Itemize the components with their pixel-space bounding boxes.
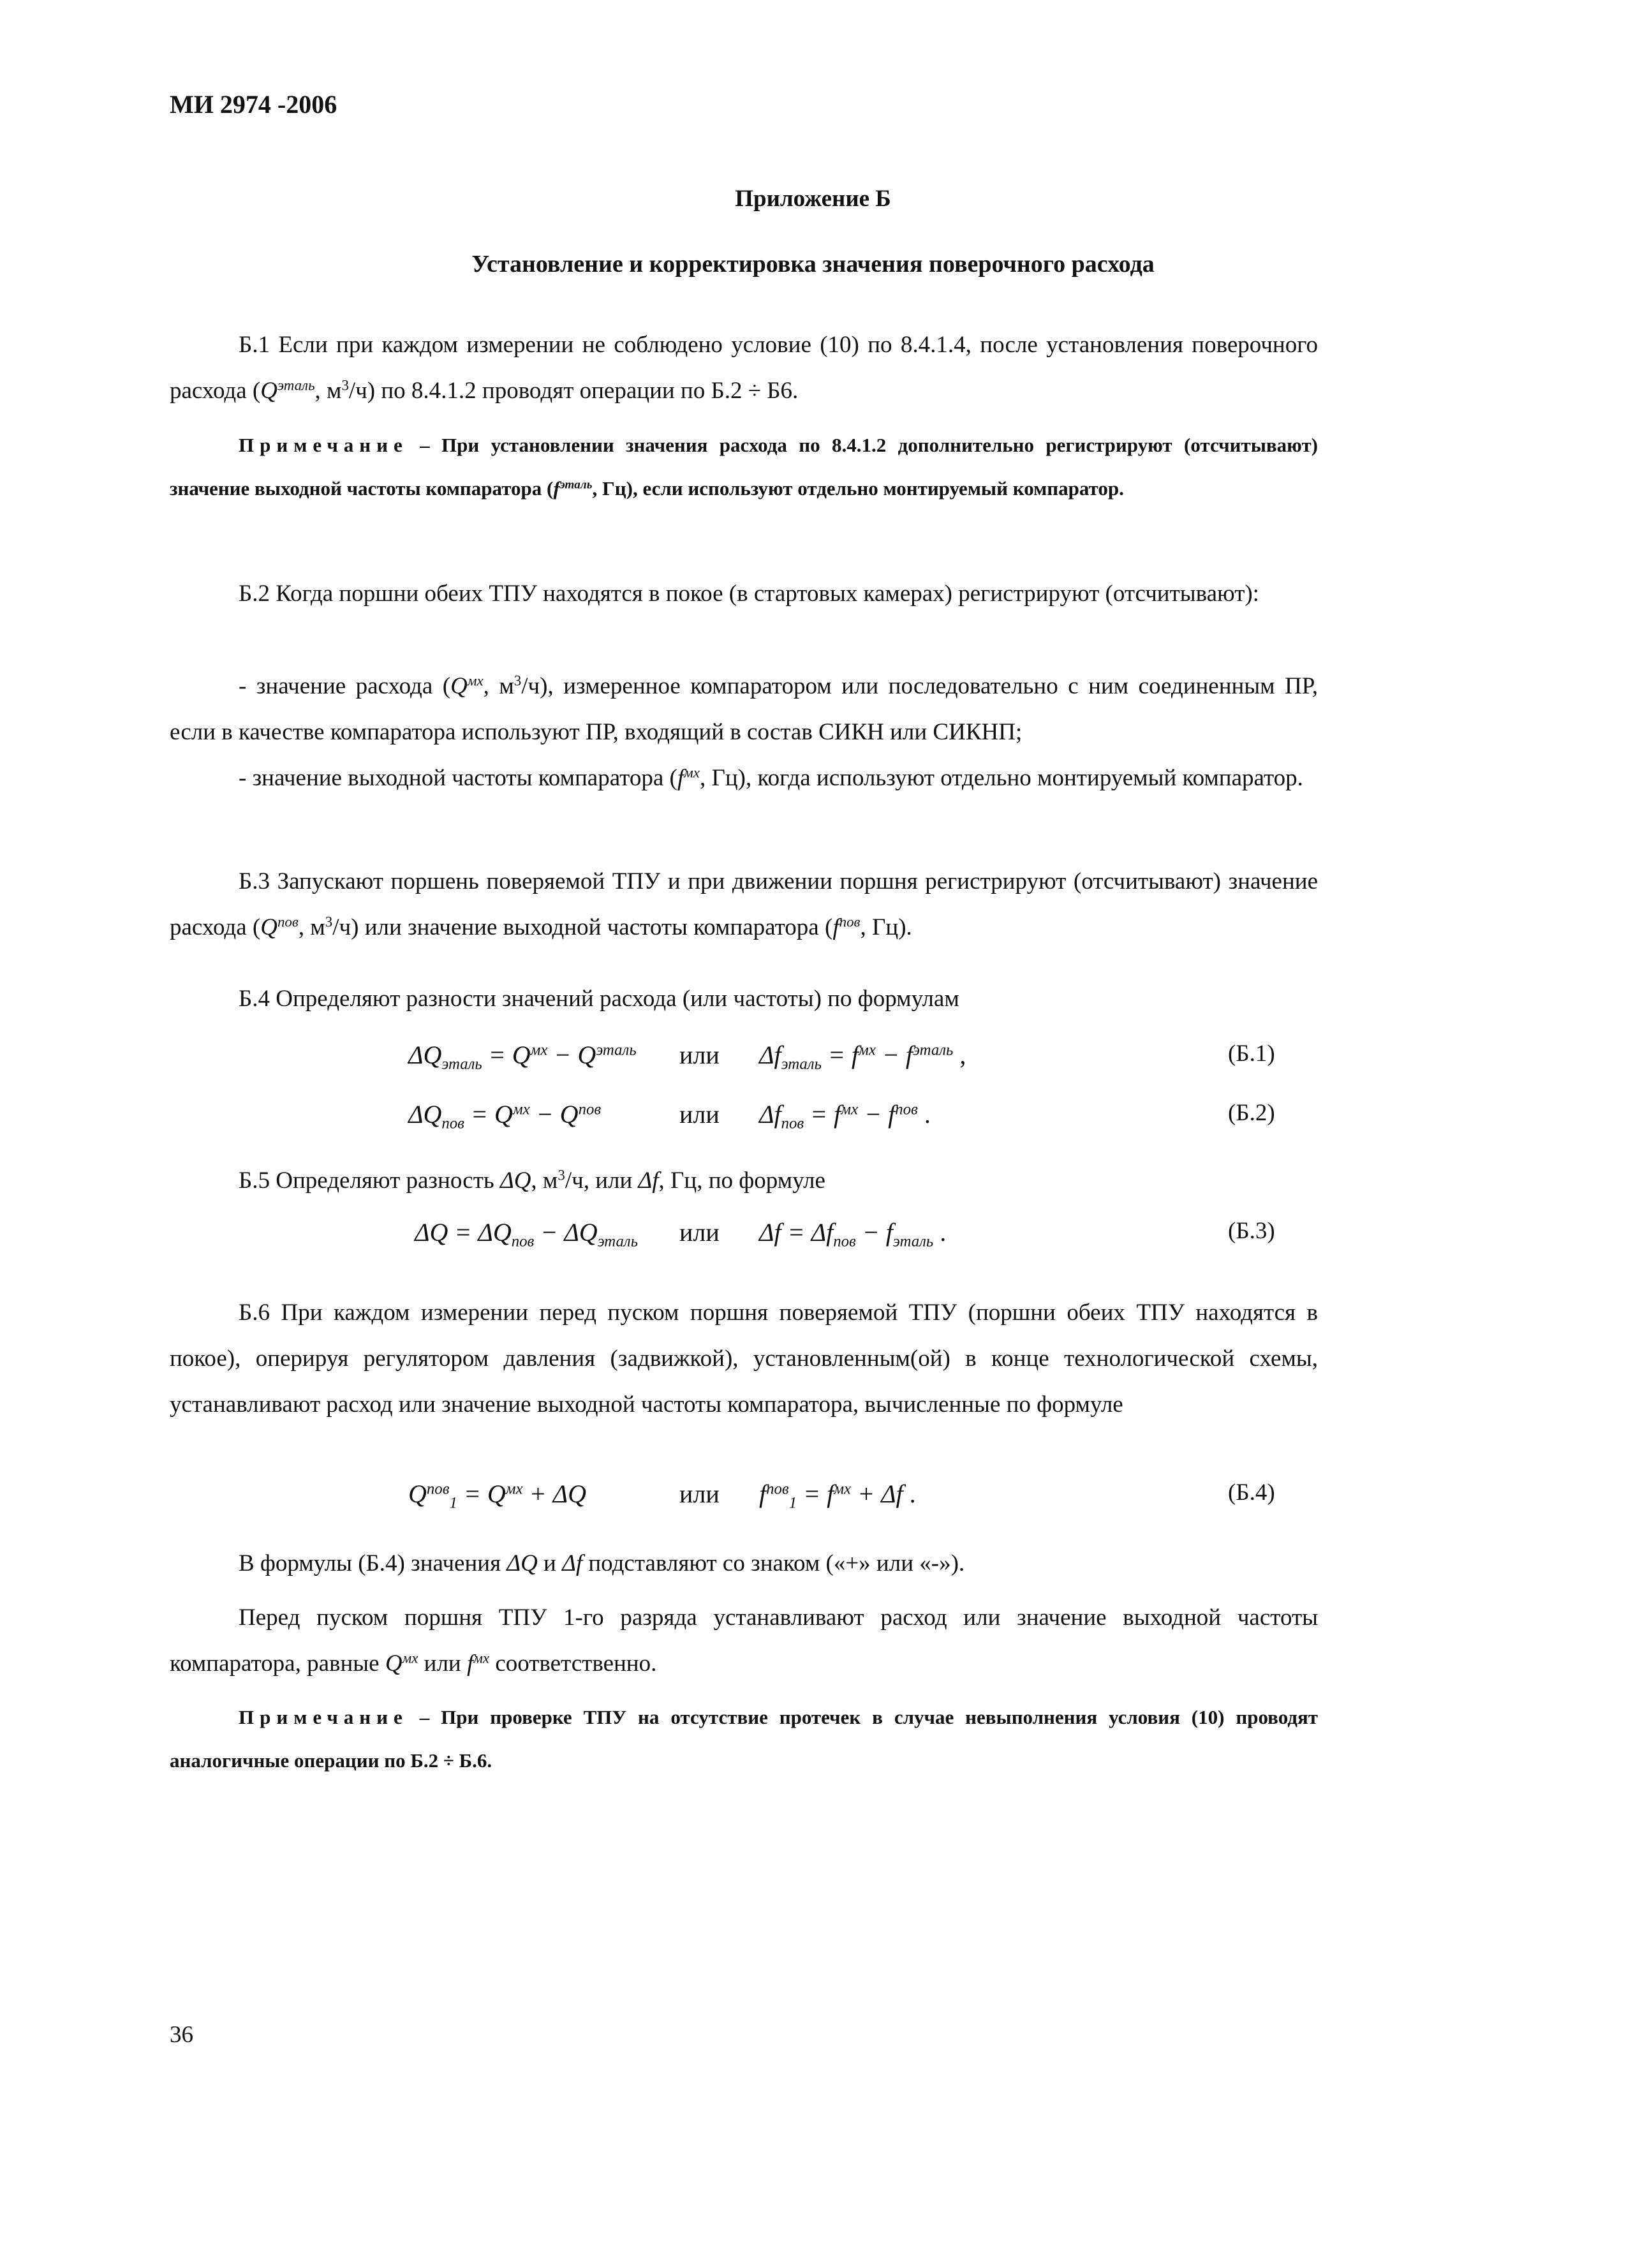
paragraph-substitution: В формулы (Б.4) значения ΔQ и Δf подставляют со знаком («+» или «-»). (239, 1550, 965, 1576)
formula-b3-left: $\Delta Q = \Delta Q_{пов} - \Delta Q_{эталь}$ (415, 1218, 638, 1250)
formula-b4-or: или (679, 1479, 720, 1508)
formula-b4-number: (Б.4) (1228, 1479, 1275, 1506)
paragraph-b6: Б.6 При каждом измерении перед пуском поршня поверяемой ТПУ (поршни обеих ТПУ находятся в покое), оперируя регулятором давления (задвижкой), установленным(ой) в конце технологической схемы, устанавливают расход или значение выходной частоты компаратора, вычисленные по формуле (170, 1300, 1318, 1418)
paragraph-b2-item1: - значение расхода ($Q^{мх}$, $м^3/ч$), измеренное компаратором или последовательно с ним соединенным ПР, если в качестве компаратора используют ПР, входящий в состав СИКН или СИКНП; (170, 672, 1318, 745)
paragraph-b3: Б.3 Запускают поршень поверяемой ТПУ и при движении поршня регистрируют (отсчитывают) значение расхода ($Q^{пов}$, $м^3/ч$) или значение выходной частоты компаратора ($f^{пов}$, Гц). (170, 868, 1318, 940)
formula-b1-number: (Б.1) (1228, 1041, 1275, 1067)
formula-b2-or: или (679, 1100, 720, 1129)
paragraph-b4: Б.4 Определяют разности значений расхода (или частоты) по формулам (239, 986, 959, 1012)
formula-b2-number: (Б.2) (1228, 1100, 1275, 1126)
note-label: Примечание (239, 434, 408, 456)
formula-b3-right: $\Delta f = \Delta f_{пов} - f_{эталь}$ . (759, 1218, 947, 1250)
formula-b4-right: $f^{пов}_1 = f^{мх} + \Delta f$ . (759, 1479, 916, 1512)
paragraph-first-grade: Перед пуском поршня ТПУ 1-го разряда устанавливают расход или значение выходной частоты компаратора, равные $Q^{мх}$ или $f^{мх}$ соответственно. (170, 1605, 1318, 1677)
document-code: МИ 2974 -2006 (170, 90, 337, 119)
note-2: Примечание – При проверке ТПУ на отсутствие протечек в случае невыполнения условия (10) проводят аналогичные операции по Б.2 ÷ Б.6. (170, 1706, 1318, 1772)
formula-b1-or: или (679, 1041, 720, 1069)
formula-b2-left: $\Delta Q_{пов} = Q^{мх} - Q^{пов}$ (408, 1100, 602, 1132)
note-label: Примечание (239, 1706, 408, 1728)
paragraph-b5: Б.5 Определяют разность ΔQ, $м^3/ч$, или Δf, Гц, по формуле (239, 1167, 825, 1194)
formula-b1-right: $\Delta f_{эталь} = f^{мх} - f^{эталь}$ , (759, 1041, 966, 1073)
appendix-subtitle: Установление и корректировка значения поверочного расхода (471, 251, 1155, 278)
formula-b4-left: $Q^{пов}_1 = Q^{мх} + \Delta Q$ (408, 1479, 586, 1512)
formula-b2-right: $\Delta f_{пов} = f^{мх} - f^{пов}$ . (759, 1100, 931, 1132)
paragraph-b2-item2: - значение выходной частоты компаратора ($f^{мх}$, Гц), когда используют отдельно монтируемый компаратор. (239, 764, 1303, 791)
appendix-title: Приложение Б (735, 186, 891, 212)
formula-b3-or: или (679, 1218, 720, 1247)
formula-b3-number: (Б.3) (1228, 1218, 1275, 1244)
paragraph-b1: Б.1 Если при каждом измерении не соблюдено условие (10) по 8.4.1.4, после установления поверочного расхода ($Q^{эталь}$, $м^3/ч$) по 8.4.1.2 проводят операции по Б.2 ÷ Б6. (170, 332, 1318, 404)
formula-b1-left: $\Delta Q_{эталь} = Q^{мх} - Q^{эталь}$ (408, 1041, 637, 1073)
note-1: Примечание – При установлении значения расхода по 8.4.1.2 дополнительно регистрируют (отсчитывают) значение выходной частоты компаратора ($f^{эталь}$, Гц), если используют отдельно монтируемый компаратор. (170, 434, 1318, 500)
page-number: 36 (170, 2022, 193, 2048)
paragraph-b2: Б.2 Когда поршни обеих ТПУ находятся в покое (в стартовых камерах) регистрируют (отсчитывают): (239, 581, 1259, 607)
